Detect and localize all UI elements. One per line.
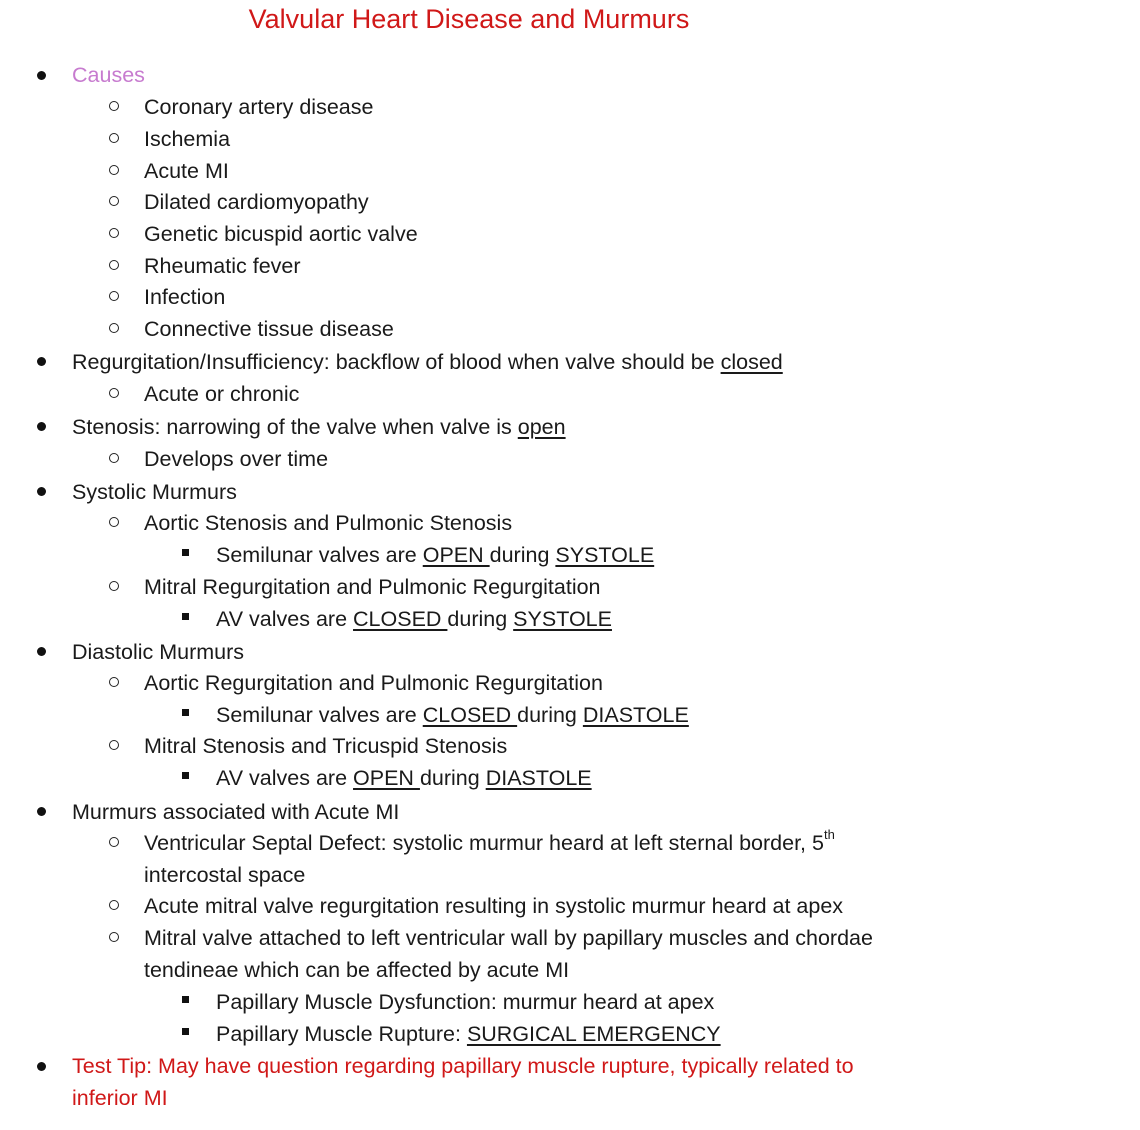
stenosis-definition (72, 414, 566, 440)
sub-bullet-circle (109, 196, 119, 206)
detail-state: OPEN (422, 543, 490, 567)
bullet-dot (37, 647, 46, 656)
sub-bullet-circle (109, 228, 119, 238)
systolic-sub-1: Aortic Stenosis and Pulmonic Stenosis (144, 511, 513, 535)
bullet-dot (37, 357, 46, 366)
square-bullet (182, 772, 189, 779)
vsd-text: Ventricular Septal Defect: systolic murmur heard at left sternal border, 5 (144, 831, 824, 855)
cause-item: Dilated cardiomyopathy (144, 190, 369, 214)
diastolic-heading: Diastolic Murmurs (72, 640, 245, 664)
sub-bullet-circle (109, 323, 119, 333)
square-bullet (182, 996, 189, 1003)
papillary-rupture (216, 1021, 721, 1047)
test-tip-line-1: Test Tip: May have question regarding papillary muscle rupture, typically related to (72, 1054, 854, 1078)
systolic-sub-2: Mitral Regurgitation and Pulmonic Regurgitation (144, 575, 601, 599)
cause-item: Connective tissue disease (144, 317, 394, 341)
bullet-dot (37, 1062, 46, 1071)
attached-line-1: Mitral valve attached to left ventricular wall by papillary muscles and chordae (144, 926, 873, 950)
detail-state: CLOSED (422, 703, 518, 727)
causes-heading: Causes (72, 63, 145, 87)
bullet-dot (37, 807, 46, 816)
sub-bullet-circle (109, 133, 119, 143)
regurgitation-text: Regurgitation/Insufficiency: backflow of blood when valve should be (72, 350, 721, 374)
page-title: Valvular Heart Disease and Murmurs (248, 4, 690, 34)
sub-bullet-circle (109, 517, 119, 527)
square-bullet (182, 709, 189, 716)
vsd-superscript: th (823, 826, 835, 842)
mitral-regurg-line: Acute mitral valve regurgitation resulting in systolic murmur heard at apex (144, 894, 844, 918)
sub-bullet-circle (109, 581, 119, 591)
vsd-line-1 (144, 826, 835, 856)
attached-line-2: tendineae which can be affected by acute MI (144, 958, 570, 982)
detail-state: OPEN (353, 766, 420, 790)
diastolic-detail-1 (216, 702, 689, 728)
detail-middle: during (419, 766, 486, 790)
detail-middle: during (517, 703, 583, 727)
rupture-prefix: Papillary Muscle Rupture: (216, 1022, 467, 1046)
sub-bullet-circle (109, 837, 119, 847)
sub-bullet-circle (109, 900, 119, 910)
stenosis-emphasis: open (517, 415, 566, 439)
square-bullet (182, 549, 189, 556)
cause-item: Coronary artery disease (144, 95, 374, 119)
detail-phase: DIASTOLE (582, 703, 689, 727)
bullet-dot (37, 487, 46, 496)
detail-phase: DIASTOLE (485, 766, 592, 790)
square-bullet (182, 1028, 189, 1035)
sub-bullet-circle (109, 165, 119, 175)
bullet-dot (37, 71, 46, 80)
detail-prefix: Semilunar valves are (216, 543, 423, 567)
detail-phase: SYSTOLE (555, 543, 655, 567)
rupture-emphasis: SURGICAL EMERGENCY (466, 1022, 721, 1046)
stenosis-text: Stenosis: narrowing of the valve when valve is (72, 415, 518, 439)
detail-prefix: Semilunar valves are (216, 703, 423, 727)
sub-bullet-circle (109, 677, 119, 687)
sub-bullet-circle (109, 291, 119, 301)
sub-bullet-circle (109, 453, 119, 463)
sub-bullet-circle (109, 740, 119, 750)
acute-mi-heading: Murmurs associated with Acute MI (72, 800, 400, 824)
detail-prefix: AV valves are (216, 766, 354, 790)
detail-prefix: AV valves are (216, 607, 354, 631)
test-tip-line-2: inferior MI (72, 1086, 168, 1110)
regurgitation-definition (72, 349, 783, 375)
cause-item: Ischemia (144, 127, 231, 151)
diastolic-detail-2 (216, 765, 592, 791)
cause-item: Infection (144, 285, 226, 309)
bullet-dot (37, 422, 46, 431)
diastolic-sub-2: Mitral Stenosis and Tricuspid Stenosis (144, 734, 508, 758)
diastolic-sub-1: Aortic Regurgitation and Pulmonic Regurgitation (144, 671, 603, 695)
regurgitation-emphasis: closed (720, 350, 783, 374)
sub-bullet-circle (109, 260, 119, 270)
cause-item: Rheumatic fever (144, 254, 301, 278)
sub-bullet-circle (109, 101, 119, 111)
square-bullet (182, 613, 189, 620)
sub-bullet-circle (109, 388, 119, 398)
detail-middle: during (489, 543, 556, 567)
detail-phase: SYSTOLE (513, 607, 612, 631)
vsd-line-2: intercostal space (144, 863, 306, 887)
sub-bullet-circle (109, 932, 119, 942)
cause-item: Acute MI (144, 159, 229, 183)
papillary-dysfunction: Papillary Muscle Dysfunction: murmur heard at apex (216, 990, 715, 1014)
cause-item: Genetic bicuspid aortic valve (144, 222, 418, 246)
stenosis-sub: Develops over time (144, 447, 329, 471)
detail-state: CLOSED (353, 607, 448, 631)
regurgitation-sub: Acute or chronic (144, 382, 300, 406)
detail-middle: during (447, 607, 514, 631)
systolic-heading: Systolic Murmurs (72, 480, 237, 504)
systolic-detail-2 (216, 606, 612, 632)
systolic-detail-1 (216, 542, 654, 568)
